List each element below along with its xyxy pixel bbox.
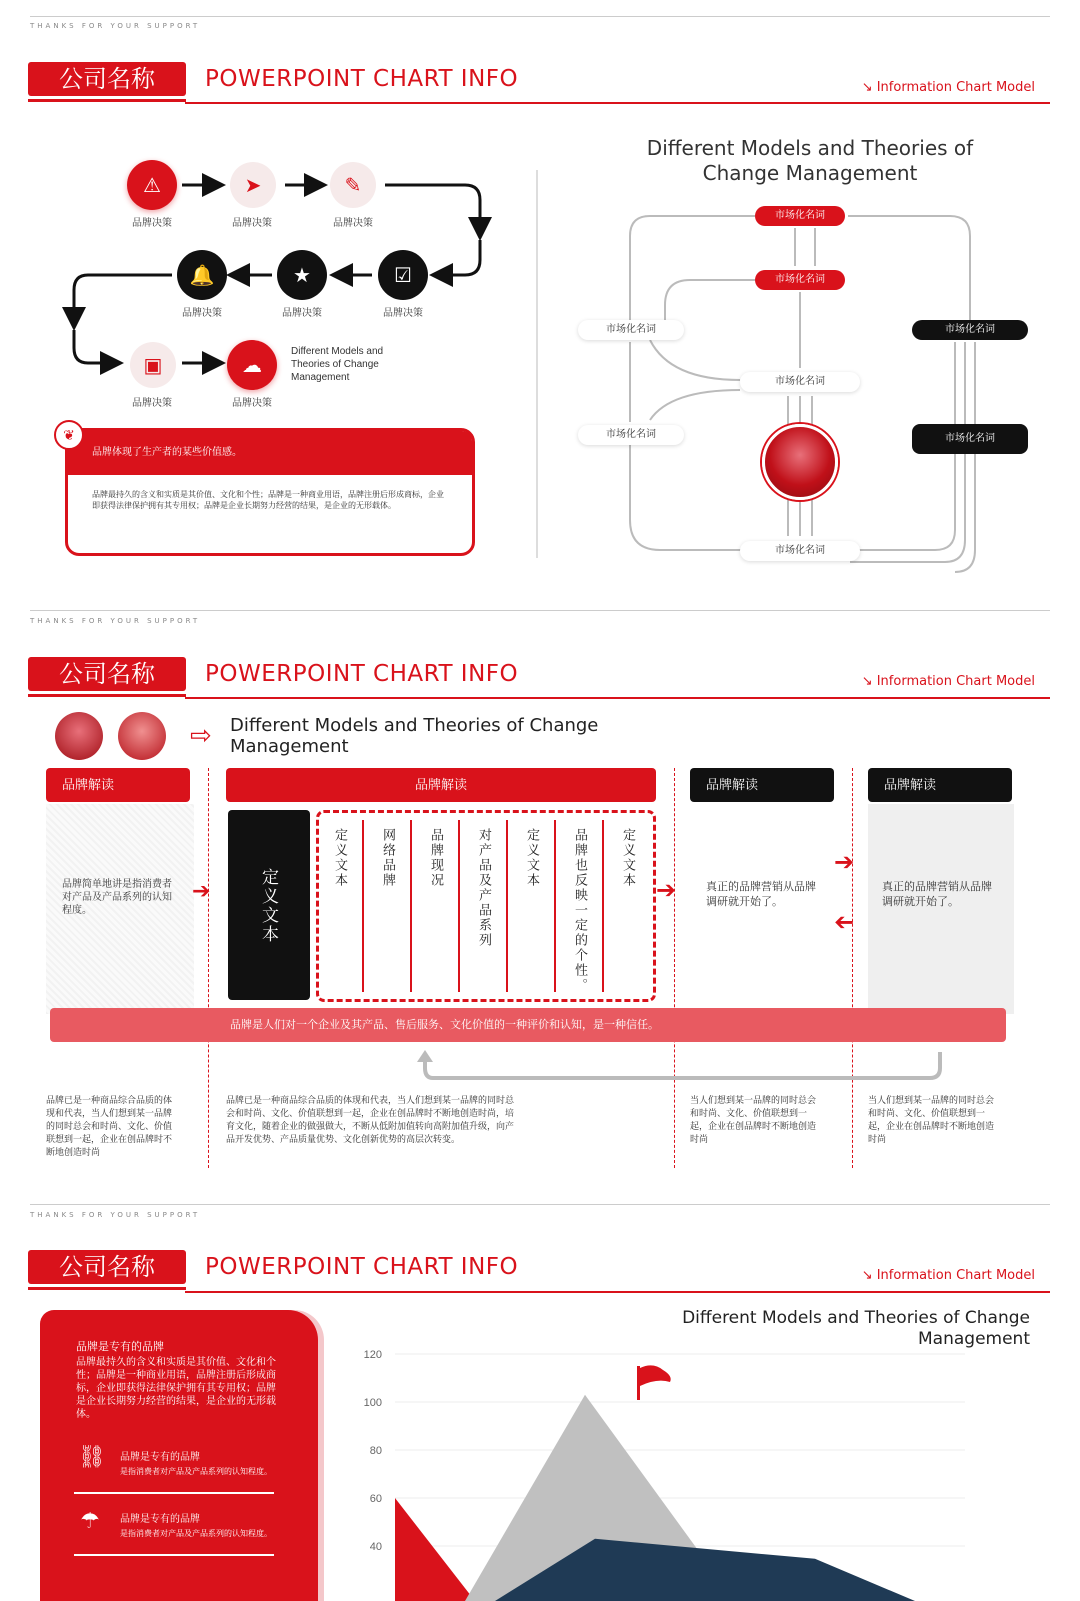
col4-text: 真正的品牌营销从品牌调研就开始了。 — [882, 881, 992, 908]
node-top-2: 市场化名词 — [755, 270, 845, 290]
paper-plane-icon: ➤ — [230, 162, 276, 208]
company-name: 公司名称 — [28, 657, 186, 691]
header-rule — [185, 1291, 1050, 1293]
col4-header: 品牌解读 — [868, 768, 1012, 802]
flow-label: 品牌决策 — [132, 398, 172, 409]
header-rule — [185, 102, 1050, 104]
thanks-text: THANKS FOR YOUR SUPPORT — [30, 617, 201, 625]
arrow-right-icon: ➔ — [656, 877, 677, 904]
slide-title: POWERPOINT CHART INFO — [205, 661, 519, 687]
company-name: 公司名称 — [28, 62, 186, 96]
y-tick-label: 100 — [363, 1397, 382, 1409]
company-name: 公司名称 — [28, 1250, 186, 1284]
info-model-label: ↘ Information Chart Model — [861, 80, 1035, 95]
chart-title: Different Models and Theories of Change Management — [682, 1308, 1030, 1349]
arrow-down-right-icon: ↘ — [861, 674, 877, 689]
flow-caption: Different Models and Theories of Change Management — [291, 346, 384, 383]
check-icon: ☑ — [378, 250, 428, 300]
flag-icon — [640, 1365, 671, 1386]
thanks-text: THANKS FOR YOUR SUPPORT — [30, 1211, 201, 1219]
panel-title: 品牌是专有的品牌 — [76, 1341, 164, 1353]
slide-2 — [0, 608, 1080, 1208]
flow-label: 品牌决策 — [383, 308, 423, 319]
col-divider — [852, 768, 853, 1168]
loop-arrow — [415, 1048, 945, 1084]
image-icon: ▣ — [130, 342, 176, 388]
col2-bottom-text: 品牌已是一种商品综合品质的体现和代表，当人们想到某一品牌的同时总会和时尚、文化、价值联想到一起，企业在创品牌时不断地创造时尚，培育文化，随着企业的做强做大，不断从低附加值转向高附加值升级，向产品开发优势、产品质量优势、文化创新优势的高层次转变。 — [226, 1095, 515, 1144]
slide-1 — [0, 0, 1080, 608]
vertical-text: 品牌现况 — [429, 828, 444, 888]
avatar — [118, 712, 166, 760]
y-tick-label: 40 — [369, 1541, 382, 1553]
y-tick-label: 80 — [369, 1445, 382, 1457]
slide-3 — [0, 1208, 1080, 1601]
y-tick-label: 120 — [363, 1349, 382, 1361]
node-right-2: 市场化名词 — [912, 424, 1028, 454]
node-left-1: 市场化名词 — [578, 320, 684, 340]
panel-divider — [74, 1554, 274, 1556]
item-title: 品牌是专有的品牌 — [120, 1514, 200, 1525]
flag-icon — [637, 1366, 640, 1400]
slide-title: POWERPOINT CHART INFO — [205, 1254, 519, 1280]
flow-label: 品牌决策 — [333, 218, 373, 229]
col3-header: 品牌解读 — [690, 768, 834, 802]
item-text: 是指消费者对产品及产品系列的认知程度。 — [120, 1467, 272, 1476]
heart-icon: ❦ — [54, 420, 84, 450]
vertical-rule — [554, 820, 556, 992]
vertical-text: 网络品牌 — [381, 828, 396, 888]
vertical-rule — [410, 820, 412, 992]
col1-bottom-text: 品牌已是一种商品综合品质的体现和代表，当人们想到某一品牌的同时总会和时尚、文化、价值联想到一起，企业在创品牌时不断地创造时尚 — [46, 1095, 173, 1157]
info-box — [65, 428, 475, 556]
edit-icon: ✎ — [330, 162, 376, 208]
flow-label: 品牌决策 — [132, 218, 172, 229]
node-top-1: 市场化名词 — [755, 206, 845, 226]
col1-text: 品牌简单地讲是指消费者对产品及产品系列的认知程度。 — [62, 879, 172, 916]
star-icon: ★ — [277, 250, 327, 300]
info-model-label: ↘ Information Chart Model — [861, 674, 1035, 689]
vertical-text: 定义文本 — [525, 828, 540, 888]
arrow-right-icon: ➔ — [192, 878, 211, 903]
item-title: 品牌是专有的品牌 — [120, 1452, 200, 1463]
flow-label: 品牌决策 — [282, 308, 322, 319]
vertical-rule — [458, 820, 460, 992]
col2-black-block — [228, 810, 310, 1000]
node-left-2: 市场化名词 — [578, 425, 684, 445]
info-box-title: 品牌体现了生产者的某些价值感。 — [68, 431, 472, 475]
summary-band: 品牌是人们对一个企业及其产品、售后服务、文化价值的一种评价和认知，是一种信任。 — [50, 1008, 1006, 1042]
umbrella-icon: ☂ — [80, 1508, 100, 1533]
section-title: Different Models and Theories of Change Management — [230, 715, 599, 757]
arrow-right-icon: ➔ — [834, 849, 855, 876]
avatar — [55, 712, 103, 760]
col3-text: 真正的品牌营销从品牌调研就开始了。 — [706, 881, 816, 908]
top-divider — [30, 610, 1050, 611]
vertical-text: 对产品及产品系列 — [477, 828, 492, 948]
flow-label: 品牌决策 — [232, 218, 272, 229]
top-divider — [30, 1204, 1050, 1205]
col3-bottom-text: 当人们想到某一品牌的同时总会和时尚、文化、价值联想到一起，企业在创品牌时不断地创造时尚 — [690, 1095, 817, 1144]
col-divider — [208, 768, 209, 1168]
header-rule — [185, 697, 1050, 699]
col2-header: 品牌解读 — [226, 768, 656, 802]
bell-icon: 🔔 — [177, 250, 227, 300]
portrait-avatar — [762, 424, 838, 500]
arrow-left-icon: ➔ — [834, 909, 855, 936]
info-model-label: ↘ Information Chart Model — [861, 1268, 1035, 1283]
info-panel — [40, 1310, 318, 1601]
top-divider — [30, 16, 1050, 17]
arrow-down-right-icon: ↘ — [861, 80, 877, 95]
diagram-title: Different Models and Theories of Change Management — [646, 136, 974, 185]
vertical-text: 品牌也反映一定的个性。 — [573, 828, 588, 993]
node-right-1: 市场化名词 — [912, 320, 1028, 340]
info-box-text: 品牌最持久的含义和实质是其价值、文化和个性；品牌是一种商业用语，品牌注册后形成商标，企业即获得法律保护拥有其专用权；品牌是企业长期努力经营的结果，是企业的无形载体。 — [92, 490, 444, 510]
arrow-right-icon: ⇨ — [190, 720, 212, 750]
node-bottom: 市场化名词 — [740, 541, 860, 561]
vertical-rule — [602, 820, 604, 992]
col2-black-text: 定义文本 — [259, 868, 278, 944]
col-divider — [674, 768, 675, 1168]
vertical-text: 定义文本 — [333, 828, 348, 888]
col4-bottom-text: 当人们想到某一品牌的同时总会和时尚、文化、价值联想到一起，企业在创品牌时不断地创造时尚 — [868, 1095, 995, 1144]
thanks-text: THANKS FOR YOUR SUPPORT — [30, 22, 201, 30]
slide-title: POWERPOINT CHART INFO — [205, 66, 519, 92]
warning-icon: ⚠ — [127, 160, 177, 210]
area-chart — [340, 1338, 980, 1601]
vertical-text: 定义文本 — [621, 828, 636, 888]
arrow-down-right-icon: ↘ — [861, 1268, 877, 1283]
vertical-rule — [506, 820, 508, 992]
panel-divider — [74, 1492, 274, 1494]
cloud-icon: ☁ — [227, 340, 277, 390]
column-divider — [536, 170, 538, 558]
col1-header: 品牌解读 — [46, 768, 190, 802]
flow-label: 品牌决策 — [182, 308, 222, 319]
flow-label: 品牌决策 — [232, 398, 272, 409]
item-text: 是指消费者对产品及产品系列的认知程度。 — [120, 1529, 272, 1538]
vertical-rule — [362, 820, 364, 992]
area-series-red — [395, 1498, 475, 1601]
link-icon: ⛓ — [78, 1444, 106, 1469]
y-tick-label: 60 — [369, 1493, 382, 1505]
node-mid: 市场化名词 — [740, 372, 860, 392]
panel-text: 品牌最持久的含义和实质是其价值、文化和个性；品牌是一种商业用语，品牌注册后形成商标，企业即获得法律保护拥有其专用权；品牌是企业长期努力经营的结果，是企业的无形载体。 — [76, 1357, 276, 1420]
